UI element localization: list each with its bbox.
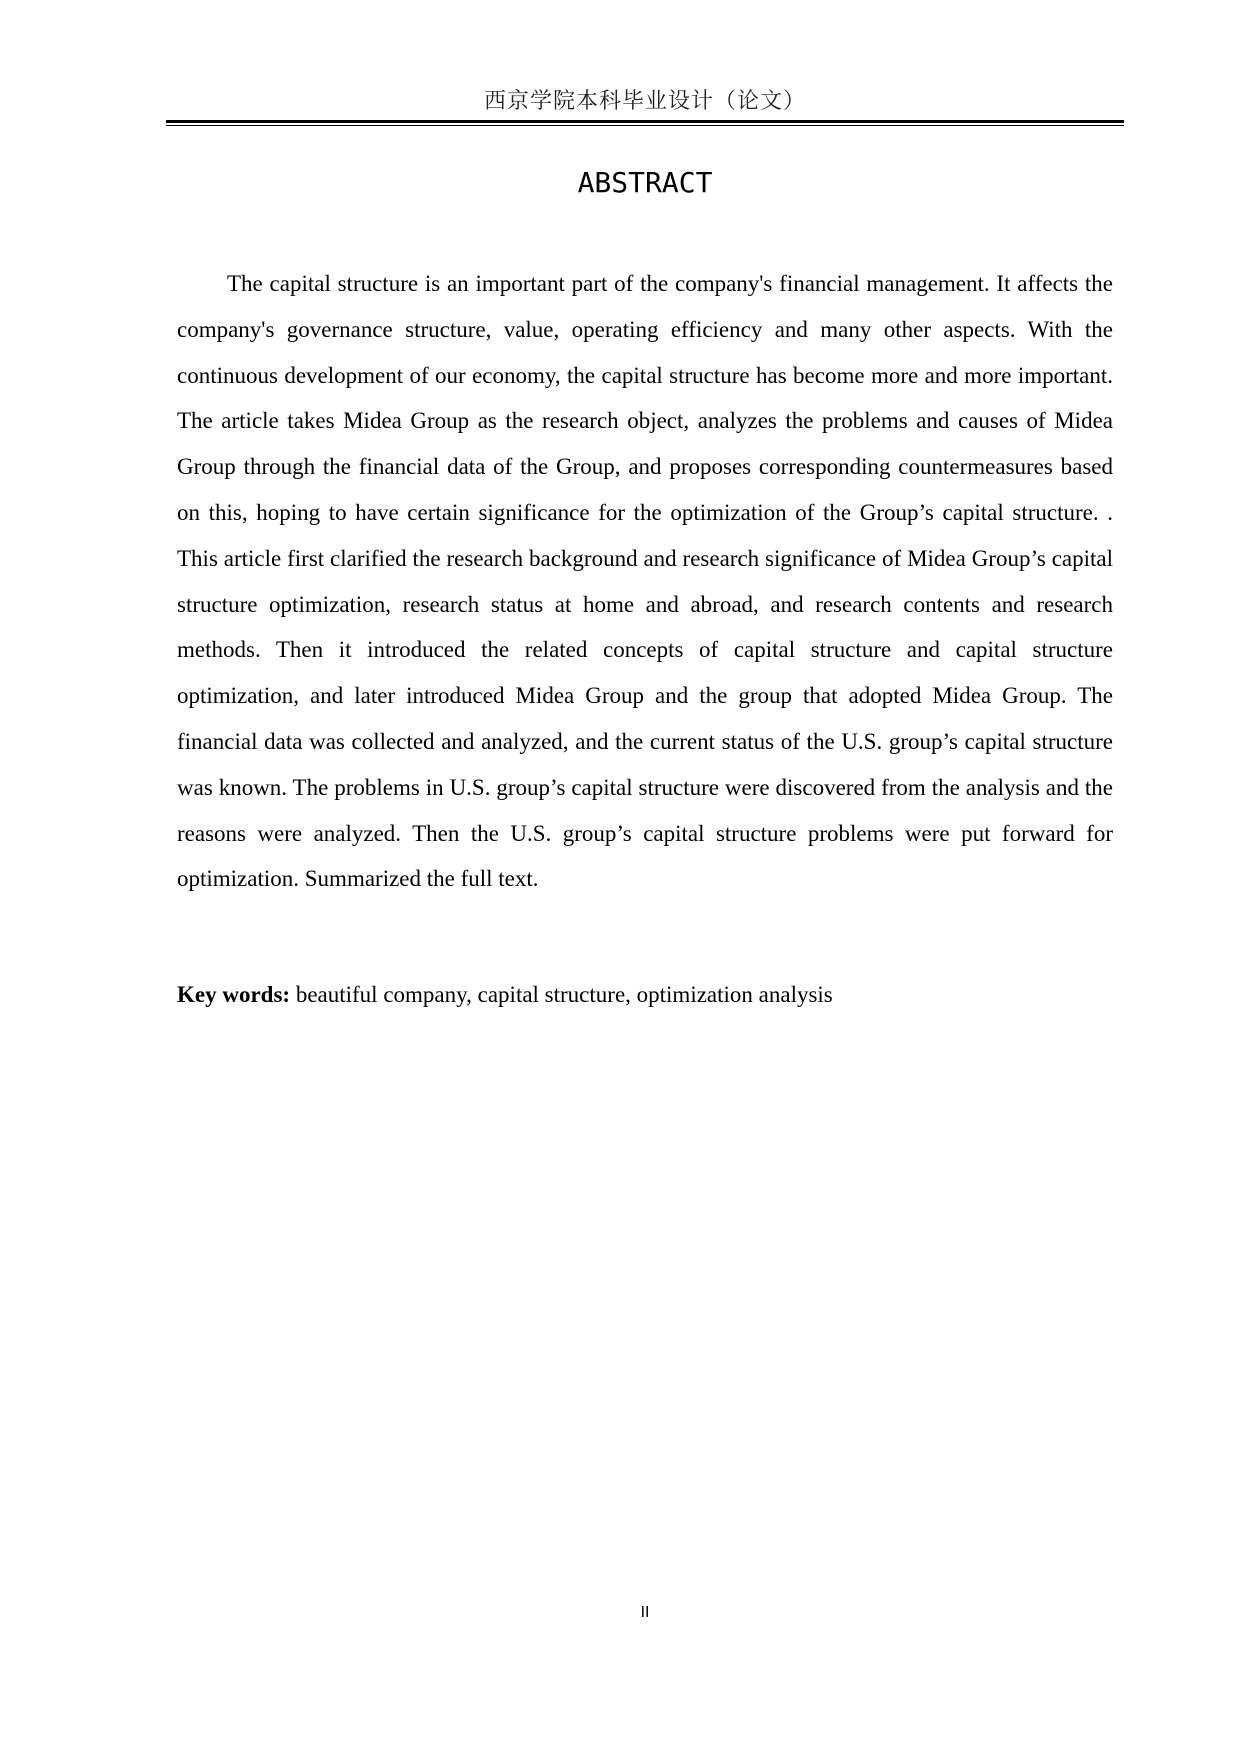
keywords-text: beautiful company, capital structure, optimization analysis [290,982,833,1007]
keywords-label: Key words: [177,982,291,1007]
page-number: II [640,1603,650,1621]
keywords-line [177,980,1113,1010]
header-rule-thin [166,125,1124,126]
abstract-title: ABSTRACT [577,166,713,199]
running-header: 西京学院本科毕业设计（论文） [483,89,806,114]
abstract-body: The capital structure is an important part of the company's financial management. It affects the company's governance structure, value, operating efficiency and many other aspects. With the continuous development of our economy, the capital structure has become more and more important. The article takes Midea Group as the research object, analyzes the problems and causes of Midea Group through the financial data of the Group, and proposes corresponding countermeasures based on this, hoping to have certain significance for the optimization of the Group’s capital structure. . This article first clarified the research background and research significance of Midea Group’s capital structure optimization, research status at home and abroad, and research contents and research methods. Then it introduced the related concepts of capital structure and capital structure optimization, and later introduced Midea Group and the group that adopted Midea Group. The financial data was collected and analyzed, and the current status of the U.S. group’s capital structure was known. The problems in U.S. group’s capital structure were discovered from the analysis and the reasons were analyzed. Then the U.S. group’s capital structure problems were put forward for optimization. Summarized the full text. [177,271,1113,892]
header-rule-thick [166,120,1124,123]
